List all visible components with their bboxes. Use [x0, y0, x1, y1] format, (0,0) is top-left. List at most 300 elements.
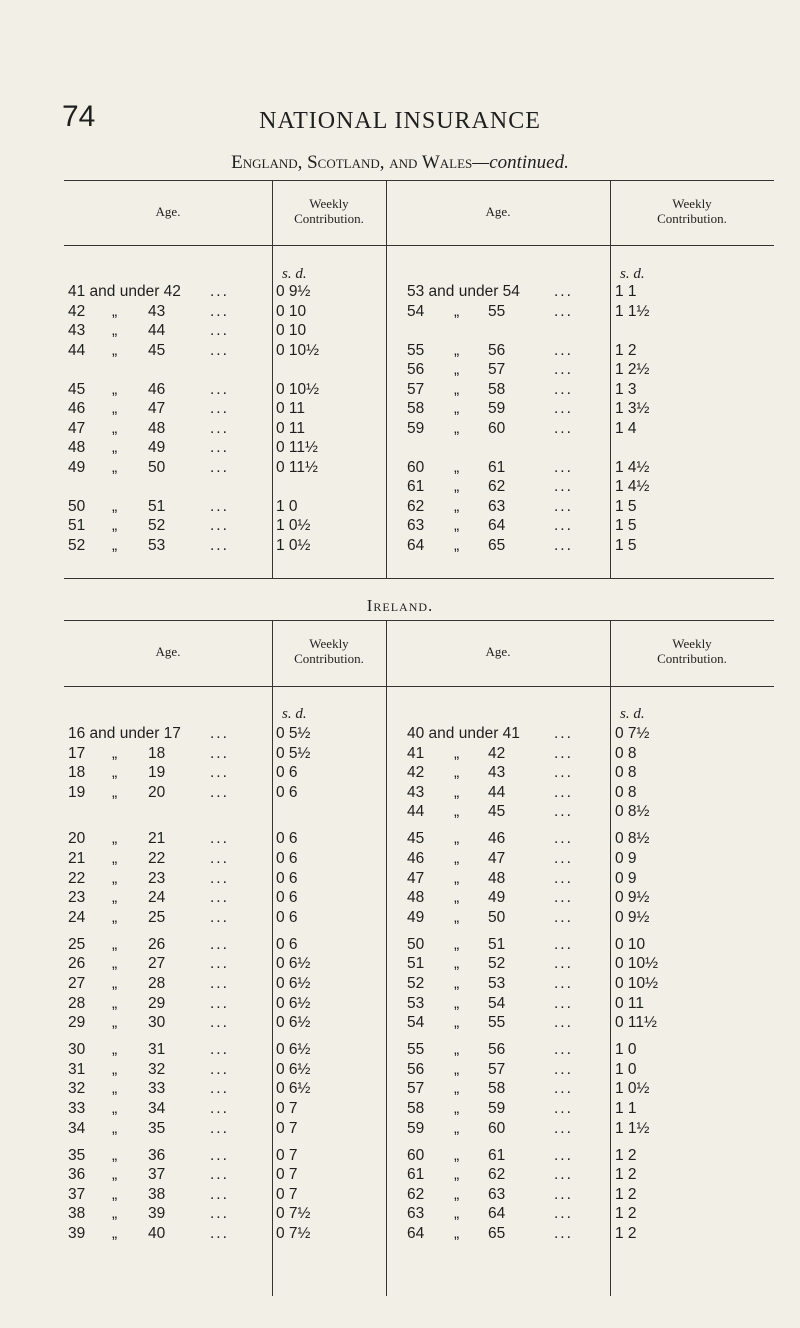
- left-leader-dots: ...: [210, 458, 229, 476]
- right-contribution: 1 1½: [615, 1119, 650, 1137]
- left-age-from: 28: [68, 994, 86, 1012]
- right-age-to: 60: [488, 419, 506, 437]
- right-ditto-mark: „: [454, 1205, 460, 1223]
- right-age-from: 61: [407, 1166, 425, 1184]
- right-leader-dots: ...: [554, 1100, 573, 1117]
- right-leader-dots: ...: [554, 955, 573, 973]
- left-age-from: 43: [68, 322, 86, 339]
- right-contribution: 0 8: [615, 744, 637, 762]
- left-age-to: 30: [148, 1014, 166, 1032]
- ireland-heading: Ireland.: [366, 596, 434, 615]
- left-contribution: 0 6: [276, 869, 298, 887]
- left-leader-dots: ...: [210, 889, 229, 907]
- right-age-from: 61: [407, 478, 425, 495]
- left-age-to: 28: [148, 975, 166, 992]
- right-age-to: 55: [488, 302, 506, 320]
- left-contribution: 1 0½: [276, 536, 311, 554]
- left-contribution: 0 6½: [276, 955, 311, 973]
- right-leader-dots: ...: [554, 889, 573, 907]
- left-ditto-mark: „: [112, 400, 118, 417]
- ie-units-left: s. d.: [282, 706, 307, 722]
- right-ditto-mark: „: [454, 1041, 460, 1059]
- left-age-from: 39: [68, 1225, 86, 1242]
- left-age-from: 37: [68, 1185, 86, 1203]
- right-ditto-mark: „: [454, 478, 460, 495]
- right-ditto-mark: „: [454, 803, 460, 821]
- right-leader-dots: ...: [554, 1041, 573, 1059]
- table-row: [64, 936, 774, 954]
- left-leader-dots: ...: [210, 783, 229, 801]
- right-ditto-mark: „: [454, 994, 460, 1012]
- right-age-to: 63: [488, 497, 506, 515]
- right-ditto-mark: „: [454, 380, 460, 398]
- gb-age-header-left: Age.: [155, 204, 181, 219]
- right-leader-dots: ...: [554, 850, 573, 867]
- left-age-from: 35: [68, 1146, 86, 1164]
- right-contribution: 1 3: [615, 380, 637, 398]
- left-ditto-mark: „: [112, 783, 118, 801]
- left-contribution: 1 0: [276, 497, 298, 515]
- left-leader-dots: ...: [210, 283, 229, 300]
- left-contribution: 0 10½: [276, 380, 320, 398]
- left-ditto-mark: „: [112, 935, 118, 953]
- right-contribution: 1 2½: [615, 361, 650, 378]
- right-leader-dots: ...: [554, 830, 573, 848]
- table-row: [64, 955, 774, 973]
- ie-age-header-left: Age.: [155, 644, 181, 659]
- left-leader-dots: ...: [210, 302, 229, 320]
- left-contribution: 1 0½: [276, 517, 311, 534]
- left-age-to: 33: [148, 1080, 166, 1098]
- right-leader-dots: ...: [554, 1205, 573, 1223]
- left-ditto-mark: „: [112, 419, 118, 437]
- right-age-to: 65: [488, 536, 506, 554]
- left-leader-dots: ...: [210, 380, 229, 398]
- left-age-from: 17: [68, 744, 86, 762]
- right-ditto-mark: „: [454, 458, 460, 476]
- right-age-from: 55: [407, 341, 425, 359]
- left-age-to: 22: [148, 850, 166, 867]
- right-contribution: 1 2: [615, 1225, 637, 1242]
- right-age-to: 55: [488, 1014, 506, 1032]
- right-ditto-mark: „: [454, 955, 460, 973]
- left-age-to: 24: [148, 889, 166, 907]
- right-age-to: 42: [488, 744, 506, 762]
- left-age-to: 43: [148, 302, 166, 320]
- right-contribution: 1 0: [615, 1060, 637, 1078]
- left-age-to: 39: [148, 1205, 166, 1223]
- left-ditto-mark: „: [112, 1146, 118, 1164]
- right-age-to: 50: [488, 908, 506, 926]
- right-age-from: 59: [407, 1119, 425, 1137]
- table-row: [64, 478, 774, 496]
- right-age-to: 59: [488, 1100, 506, 1117]
- left-contribution: 0 6½: [276, 975, 311, 992]
- left-age-to: 23: [148, 869, 166, 887]
- left-contribution: 0 7: [276, 1119, 298, 1137]
- right-leader-dots: ...: [554, 744, 573, 762]
- left-leader-dots: ...: [210, 908, 229, 926]
- table-row: [64, 1166, 774, 1184]
- right-ditto-mark: „: [454, 536, 460, 554]
- left-leader-dots: ...: [210, 439, 229, 456]
- right-age-to: 57: [488, 1060, 506, 1078]
- left-age-range: 16 and under 17: [68, 725, 181, 742]
- right-age-from: 52: [407, 975, 425, 992]
- table-row: [64, 1041, 774, 1059]
- left-ditto-mark: „: [112, 1080, 118, 1098]
- table-row: [64, 1080, 774, 1098]
- table-row: [64, 995, 774, 1013]
- right-age-from: 46: [407, 850, 425, 867]
- left-age-to: 45: [148, 341, 166, 359]
- right-ditto-mark: „: [454, 302, 460, 320]
- right-age-from: 44: [407, 803, 425, 821]
- table-row: [64, 439, 774, 457]
- section-heading: [0, 152, 800, 174]
- left-age-to: 47: [148, 400, 166, 417]
- right-ditto-mark: „: [454, 830, 460, 848]
- right-age-from: 57: [407, 1080, 425, 1098]
- left-age-from: 45: [68, 380, 86, 398]
- left-age-from: 34: [68, 1119, 86, 1137]
- right-age-from: 63: [407, 517, 425, 534]
- right-leader-dots: ...: [554, 725, 573, 742]
- running-title: NATIONAL INSURANCE: [259, 108, 541, 134]
- left-leader-dots: ...: [210, 419, 229, 437]
- left-age-range: 41 and under 42: [68, 283, 181, 300]
- left-age-to: 27: [148, 955, 166, 973]
- left-age-from: 36: [68, 1166, 86, 1184]
- right-age-from: 60: [407, 458, 425, 476]
- right-ditto-mark: „: [454, 889, 460, 907]
- right-contribution: 0 8: [615, 783, 637, 801]
- left-contribution: 0 7: [276, 1185, 298, 1203]
- right-contribution: 1 4½: [615, 458, 650, 476]
- left-age-to: 19: [148, 764, 166, 782]
- right-ditto-mark: „: [454, 975, 460, 992]
- right-age-from: 63: [407, 1205, 425, 1223]
- table-row: [64, 975, 774, 993]
- left-contribution: 0 10½: [276, 341, 320, 359]
- right-contribution: 0 11½: [615, 1014, 657, 1032]
- right-age-to: 63: [488, 1185, 506, 1203]
- left-ditto-mark: „: [112, 830, 118, 848]
- table-row: [64, 400, 774, 418]
- left-contribution: 0 7: [276, 1100, 298, 1117]
- right-contribution: 1 5: [615, 517, 637, 534]
- right-age-to: 62: [488, 1166, 506, 1184]
- left-ditto-mark: „: [112, 302, 118, 320]
- right-ditto-mark: „: [454, 1060, 460, 1078]
- left-age-from: 26: [68, 955, 86, 973]
- right-age-from: 56: [407, 361, 425, 378]
- left-age-from: 29: [68, 1014, 86, 1032]
- right-age-range: 40 and under 41: [407, 725, 520, 742]
- right-age-from: 57: [407, 380, 425, 398]
- right-age-range: 53 and under 54: [407, 283, 520, 300]
- right-age-from: 53: [407, 994, 425, 1012]
- left-ditto-mark: „: [112, 1119, 118, 1137]
- right-ditto-mark: „: [454, 1014, 460, 1032]
- right-age-to: 65: [488, 1225, 506, 1242]
- left-age-to: 29: [148, 994, 166, 1012]
- left-ditto-mark: „: [112, 1225, 118, 1242]
- right-age-from: 48: [407, 889, 425, 907]
- left-age-from: 32: [68, 1080, 86, 1098]
- right-contribution: 0 8: [615, 764, 637, 782]
- left-contribution: 0 11: [276, 400, 306, 417]
- right-age-to: 53: [488, 975, 506, 992]
- right-leader-dots: ...: [554, 1014, 573, 1032]
- ie-weekly-header-right: Weekly Contribution.: [657, 636, 727, 666]
- left-age-to: 35: [148, 1119, 166, 1137]
- left-contribution: 0 10: [276, 302, 307, 320]
- left-age-from: 21: [68, 850, 86, 867]
- right-age-to: 61: [488, 1146, 506, 1164]
- right-age-to: 57: [488, 361, 506, 378]
- right-age-from: 64: [407, 1225, 425, 1242]
- right-age-from: 50: [407, 935, 425, 953]
- table-row: [64, 303, 774, 321]
- right-age-from: 42: [407, 764, 425, 782]
- table-row: [64, 1186, 774, 1204]
- right-contribution: 1 2: [615, 1146, 637, 1164]
- right-contribution: 0 9: [615, 869, 637, 887]
- right-age-to: 45: [488, 803, 506, 821]
- table-row: [64, 830, 774, 848]
- left-ditto-mark: „: [112, 517, 118, 534]
- left-contribution: 0 7½: [276, 1205, 311, 1223]
- right-age-to: 59: [488, 400, 506, 417]
- right-leader-dots: ...: [554, 419, 573, 437]
- right-contribution: 0 11: [615, 994, 645, 1012]
- left-contribution: 0 7: [276, 1146, 298, 1164]
- right-contribution: 0 9: [615, 850, 637, 867]
- right-leader-dots: ...: [554, 1146, 573, 1164]
- right-leader-dots: ...: [554, 764, 573, 782]
- right-age-from: 56: [407, 1060, 425, 1078]
- table-row: [64, 850, 774, 868]
- left-ditto-mark: „: [112, 1060, 118, 1078]
- left-leader-dots: ...: [210, 1080, 229, 1098]
- right-age-to: 64: [488, 517, 506, 534]
- left-contribution: 0 11½: [276, 439, 318, 456]
- left-contribution: 0 5½: [276, 744, 311, 762]
- left-leader-dots: ...: [210, 517, 229, 534]
- right-age-from: 43: [407, 783, 425, 801]
- right-ditto-mark: „: [454, 1166, 460, 1184]
- right-leader-dots: ...: [554, 1166, 573, 1184]
- left-age-to: 46: [148, 380, 166, 398]
- right-leader-dots: ...: [554, 458, 573, 476]
- left-ditto-mark: „: [112, 764, 118, 782]
- left-contribution: 0 6: [276, 830, 298, 848]
- left-ditto-mark: „: [112, 1166, 118, 1184]
- right-ditto-mark: „: [454, 1080, 460, 1098]
- table-row: [64, 889, 774, 907]
- right-contribution: 1 2: [615, 1166, 637, 1184]
- ie-units-right: s. d.: [620, 706, 645, 722]
- left-ditto-mark: „: [112, 380, 118, 398]
- left-ditto-mark: „: [112, 322, 118, 339]
- left-age-from: 47: [68, 419, 86, 437]
- right-contribution: 0 7½: [615, 725, 650, 742]
- right-leader-dots: ...: [554, 478, 573, 495]
- table-row: [64, 870, 774, 888]
- left-leader-dots: ...: [210, 1146, 229, 1164]
- right-ditto-mark: „: [454, 1119, 460, 1137]
- right-contribution: 1 1: [615, 283, 637, 300]
- right-age-from: 54: [407, 1014, 425, 1032]
- right-contribution: 1 2: [615, 1185, 637, 1203]
- left-age-from: 52: [68, 536, 86, 554]
- left-age-to: 18: [148, 744, 166, 762]
- table-row: [64, 909, 774, 927]
- left-age-from: 30: [68, 1041, 86, 1059]
- right-ditto-mark: „: [454, 764, 460, 782]
- left-leader-dots: ...: [210, 322, 229, 339]
- page-number: 74: [62, 100, 96, 133]
- right-age-to: 48: [488, 869, 506, 887]
- section-suffix: —continued.: [472, 152, 569, 173]
- right-ditto-mark: „: [454, 497, 460, 515]
- left-age-to: 50: [148, 458, 166, 476]
- left-ditto-mark: „: [112, 955, 118, 973]
- right-age-from: 54: [407, 302, 425, 320]
- right-leader-dots: ...: [554, 341, 573, 359]
- gb-units-left: s. d.: [282, 266, 307, 282]
- left-age-to: 20: [148, 783, 166, 801]
- right-ditto-mark: „: [454, 869, 460, 887]
- table-row: [64, 1061, 774, 1079]
- right-age-from: 62: [407, 1185, 425, 1203]
- right-contribution: 0 8½: [615, 803, 650, 821]
- left-contribution: 0 6½: [276, 1080, 311, 1098]
- right-leader-dots: ...: [554, 869, 573, 887]
- right-contribution: 0 10½: [615, 975, 659, 992]
- right-leader-dots: ...: [554, 361, 573, 378]
- section-title: England, Scotland, and Wales: [231, 152, 473, 173]
- right-leader-dots: ...: [554, 1119, 573, 1137]
- right-age-to: 58: [488, 380, 506, 398]
- left-age-from: 42: [68, 302, 86, 320]
- left-ditto-mark: „: [112, 458, 118, 476]
- left-age-from: 22: [68, 869, 86, 887]
- right-ditto-mark: „: [454, 783, 460, 801]
- right-contribution: 0 10½: [615, 955, 659, 973]
- right-leader-dots: ...: [554, 283, 573, 300]
- left-ditto-mark: „: [112, 1014, 118, 1032]
- left-leader-dots: ...: [210, 1041, 229, 1059]
- left-age-from: 20: [68, 830, 86, 848]
- right-contribution: 1 5: [615, 497, 637, 515]
- gb-weekly-header-left: Weekly Contribution.: [294, 196, 364, 226]
- left-age-to: 32: [148, 1060, 166, 1078]
- right-contribution: 0 8½: [615, 830, 650, 848]
- left-age-to: 53: [148, 536, 166, 554]
- right-age-from: 62: [407, 497, 425, 515]
- left-age-from: 44: [68, 341, 86, 359]
- right-ditto-mark: „: [454, 935, 460, 953]
- left-age-from: 27: [68, 975, 86, 992]
- left-contribution: 0 6½: [276, 1060, 311, 1078]
- left-leader-dots: ...: [210, 725, 229, 742]
- right-leader-dots: ...: [554, 1225, 573, 1242]
- right-leader-dots: ...: [554, 517, 573, 534]
- right-age-from: 55: [407, 1041, 425, 1059]
- gb-units-right: s. d.: [620, 266, 645, 282]
- table-row: [64, 1147, 774, 1165]
- right-leader-dots: ...: [554, 975, 573, 992]
- left-age-to: 49: [148, 439, 166, 456]
- left-age-from: 24: [68, 908, 86, 926]
- right-age-from: 49: [407, 908, 425, 926]
- left-ditto-mark: „: [112, 744, 118, 762]
- left-contribution: 0 10: [276, 322, 307, 339]
- left-ditto-mark: „: [112, 1205, 118, 1223]
- left-leader-dots: ...: [210, 869, 229, 887]
- left-age-from: 31: [68, 1060, 86, 1078]
- left-contribution: 0 7½: [276, 1225, 311, 1242]
- left-ditto-mark: „: [112, 1100, 118, 1117]
- right-contribution: 1 3½: [615, 400, 650, 417]
- right-contribution: 1 1: [615, 1100, 637, 1117]
- gb-age-header-right: Age.: [485, 204, 511, 219]
- right-age-from: 64: [407, 536, 425, 554]
- left-ditto-mark: „: [112, 850, 118, 867]
- right-age-to: 61: [488, 458, 506, 476]
- left-contribution: 0 6½: [276, 994, 311, 1012]
- right-contribution: 0 9½: [615, 908, 650, 926]
- gb-weekly-header-right: Weekly Contribution.: [657, 196, 727, 226]
- right-age-to: 56: [488, 1041, 506, 1059]
- right-age-to: 60: [488, 1119, 506, 1137]
- left-contribution: 0 6: [276, 935, 298, 953]
- right-ditto-mark: „: [454, 400, 460, 417]
- left-ditto-mark: „: [112, 497, 118, 515]
- left-ditto-mark: „: [112, 975, 118, 992]
- left-leader-dots: ...: [210, 975, 229, 992]
- right-contribution: 1 0: [615, 1041, 637, 1059]
- left-ditto-mark: „: [112, 1041, 118, 1059]
- right-age-from: 47: [407, 869, 425, 887]
- left-leader-dots: ...: [210, 994, 229, 1012]
- right-leader-dots: ...: [554, 497, 573, 515]
- right-ditto-mark: „: [454, 1100, 460, 1117]
- left-age-from: 19: [68, 783, 86, 801]
- right-age-from: 58: [407, 1100, 425, 1117]
- right-leader-dots: ...: [554, 380, 573, 398]
- right-leader-dots: ...: [554, 1185, 573, 1203]
- left-age-to: 44: [148, 322, 166, 339]
- right-leader-dots: ...: [554, 994, 573, 1012]
- left-leader-dots: ...: [210, 1185, 229, 1203]
- left-contribution: 0 11½: [276, 458, 318, 476]
- right-age-to: 64: [488, 1205, 506, 1223]
- left-ditto-mark: „: [112, 908, 118, 926]
- left-leader-dots: ...: [210, 497, 229, 515]
- left-age-to: 26: [148, 935, 166, 953]
- left-age-from: 38: [68, 1205, 86, 1223]
- right-age-from: 60: [407, 1146, 425, 1164]
- table-row: [64, 803, 774, 821]
- right-age-from: 45: [407, 830, 425, 848]
- right-age-to: 62: [488, 478, 506, 495]
- right-contribution: 1 4½: [615, 478, 650, 495]
- right-age-from: 51: [407, 955, 425, 973]
- left-ditto-mark: „: [112, 1185, 118, 1203]
